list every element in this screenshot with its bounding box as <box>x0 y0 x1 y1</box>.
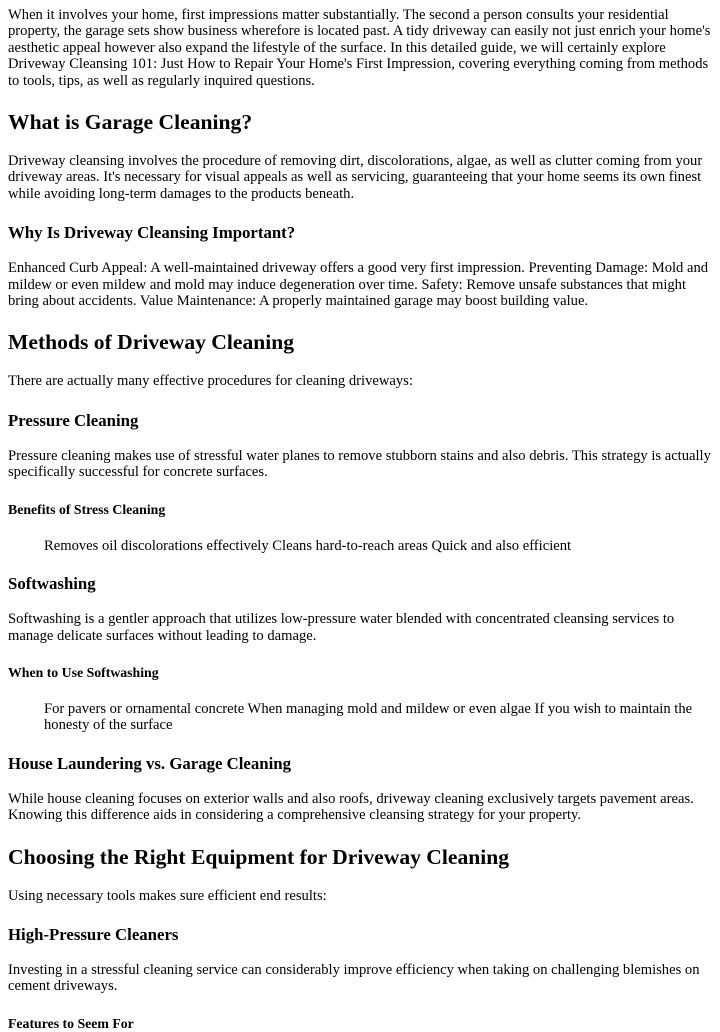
heading-high-pressure-cleaners: High-Pressure Cleaners <box>8 924 179 944</box>
pressure-paragraph: Pressure cleaning makes use of stressful water planes to remove stubborn stains and also debris. This strategy is actually specifically successful for concrete surfaces. <box>8 447 711 481</box>
equipment-paragraph: Using necessary tools makes sure efficient end results: <box>8 887 327 904</box>
high-pressure-paragraph: Investing in a stressful cleaning service can considerably improve efficiency when taking on challenging blemishes on cement driveways. <box>8 961 700 995</box>
methods-paragraph: There are actually many effective procedures for cleaning driveways: <box>8 373 413 390</box>
heading-methods: Methods of Driveway Cleaning <box>8 330 295 355</box>
why-important-paragraph: Enhanced Curb Appeal: A well-maintained driveway offers a good very first impression. Preventing Damage: Mold and mildew or even mildew and mold may induce degeneration over time. Safety: Remove unsafe substances that might bring about accidents. Value Maintenance: A properly maintained garage may boost building value. <box>8 260 709 310</box>
heading-softwashing: Softwashing <box>8 574 96 594</box>
heading-what-is-garage-cleaning: What is Garage Cleaning? <box>8 110 253 135</box>
heading-why-important: Why Is Driveway Cleansing Important? <box>8 223 296 243</box>
heading-house-vs-garage: House Laundering vs. Garage Cleaning <box>8 753 291 773</box>
softwashing-paragraph: Softwashing is a gentler approach that utilizes low-pressure water blended with concentrated cleansing services to manage delicate surfaces without leading to damage. <box>8 611 675 644</box>
house-vs-garage-paragraph: While house cleaning focuses on exterior walls and also roofs, driveway cleaning exclusively targets pavement areas. Knowing this difference aids in considering a comprehensive cleansing strategy for your property. <box>8 790 694 824</box>
heading-when-to-use: When to Use Softwashing <box>8 664 159 680</box>
heading-features: Features to Seem For <box>8 1015 134 1031</box>
heading-pressure-cleaning: Pressure Cleaning <box>8 410 139 430</box>
intro-paragraph: When it involves your home, first impressions matter substantially. The second a person consults your residential property, the garage sets show business wherefore is located past. A tidy driveway can easily not just enrich your home's aesthetic appeal however also expand the lifestyle of the surface. In this detailed guide, we will certainly explore Driveway Cleansing 101: Just How to Repair Your Home's First Impression, covering everything coming from methods to tools, tips, as well as regularly inquired questions. <box>8 7 711 89</box>
benefits-blockquote: Removes oil discolorations effectively Cleans hard-to-reach areas Quick and also efficient <box>44 537 572 554</box>
heading-equipment: Choosing the Right Equipment for Driveway Cleaning <box>8 844 510 869</box>
what-is-paragraph: Driveway cleansing involves the procedure of removing dirt, discolorations, algae, as well as clutter coming from your driveway areas. It's necessary for visual appeals as well as servicing, guaranteeing that your home seems its own finest while avoiding long-term damages to the products beneath. <box>8 153 703 202</box>
when-to-use-blockquote: For pavers or ornamental concrete When managing mold and mildew or even algae If you wish to maintain the honesty of the surface <box>44 700 693 734</box>
heading-benefits: Benefits of Stress Cleaning <box>8 501 166 517</box>
